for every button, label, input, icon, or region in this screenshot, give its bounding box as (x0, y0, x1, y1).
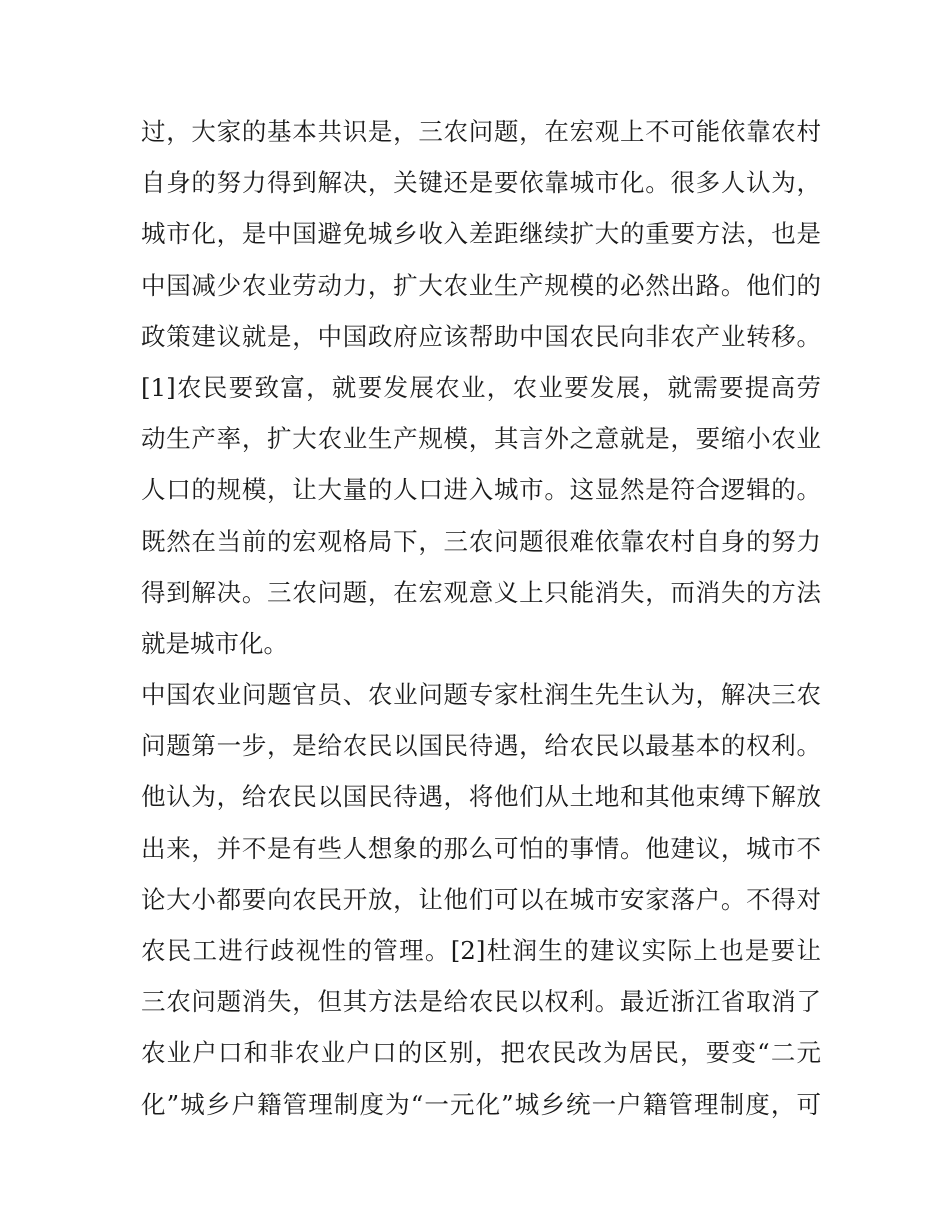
body-text (141, 106, 821, 1130)
text-line-15: 出来，并不是有些人想象的那么可怕的事情。他建议，城市不 (141, 833, 821, 863)
text-line-8: 人口的规模，让大量的人口进入城市。这显然是符合逻辑的。 (141, 475, 821, 505)
text-line-7: 动生产率，扩大农业生产规模，其言外之意就是，要缩小农业 (141, 424, 821, 454)
text-line-5: 政策建议就是，中国政府应该帮助中国农民向非农产业转移。 (141, 321, 821, 351)
text-line-11: 就是城市化。 (141, 628, 288, 658)
text-line-10: 得到解决。三农问题，在宏观意义上只能消失，而消失的方法 (141, 577, 821, 607)
text-line-9: 既然在当前的宏观格局下，三农问题很难依靠农村自身的努力 (141, 526, 821, 556)
text-line-14: 他认为，给农民以国民待遇，将他们从土地和其他束缚下解放 (141, 782, 821, 812)
text-line-2: 自身的努力得到解决，关键还是要依靠城市化。很多人认为， (141, 168, 821, 198)
text-line-19: 农业户口和非农业户口的区别，把农民改为居民，要变“二元 (141, 1038, 821, 1068)
text-line-6: [1]农民要致富，就要发展农业，农业要发展，就需要提高劳 (141, 372, 821, 402)
text-line-3: 城市化，是中国避免城乡收入差距继续扩大的重要方法，也是 (141, 219, 821, 249)
text-line-16: 论大小都要向农民开放，让他们可以在城市安家落户。不得对 (141, 884, 821, 914)
text-line-12: 中国农业问题官员、农业问题专家杜润生先生认为，解决三农 (141, 680, 821, 710)
text-line-1: 过，大家的基本共识是，三农问题，在宏观上不可能依靠农村 (141, 117, 821, 146)
text-line-17: 农民工进行歧视性的管理。[2]杜润生的建议实际上也是要让 (141, 936, 821, 965)
text-line-4: 中国减少农业劳动力，扩大农业生产规模的必然出路。他们的 (141, 270, 821, 300)
text-line-18: 三农问题消失，但其方法是给农民以权利。最近浙江省取消了 (141, 987, 821, 1017)
text-line-20: 化”城乡户籍管理制度为“一元化”城乡统一户籍管理制度，可 (141, 1089, 821, 1119)
text-line-13: 问题第一步，是给农民以国民待遇，给农民以最基本的权利。 (141, 731, 821, 761)
